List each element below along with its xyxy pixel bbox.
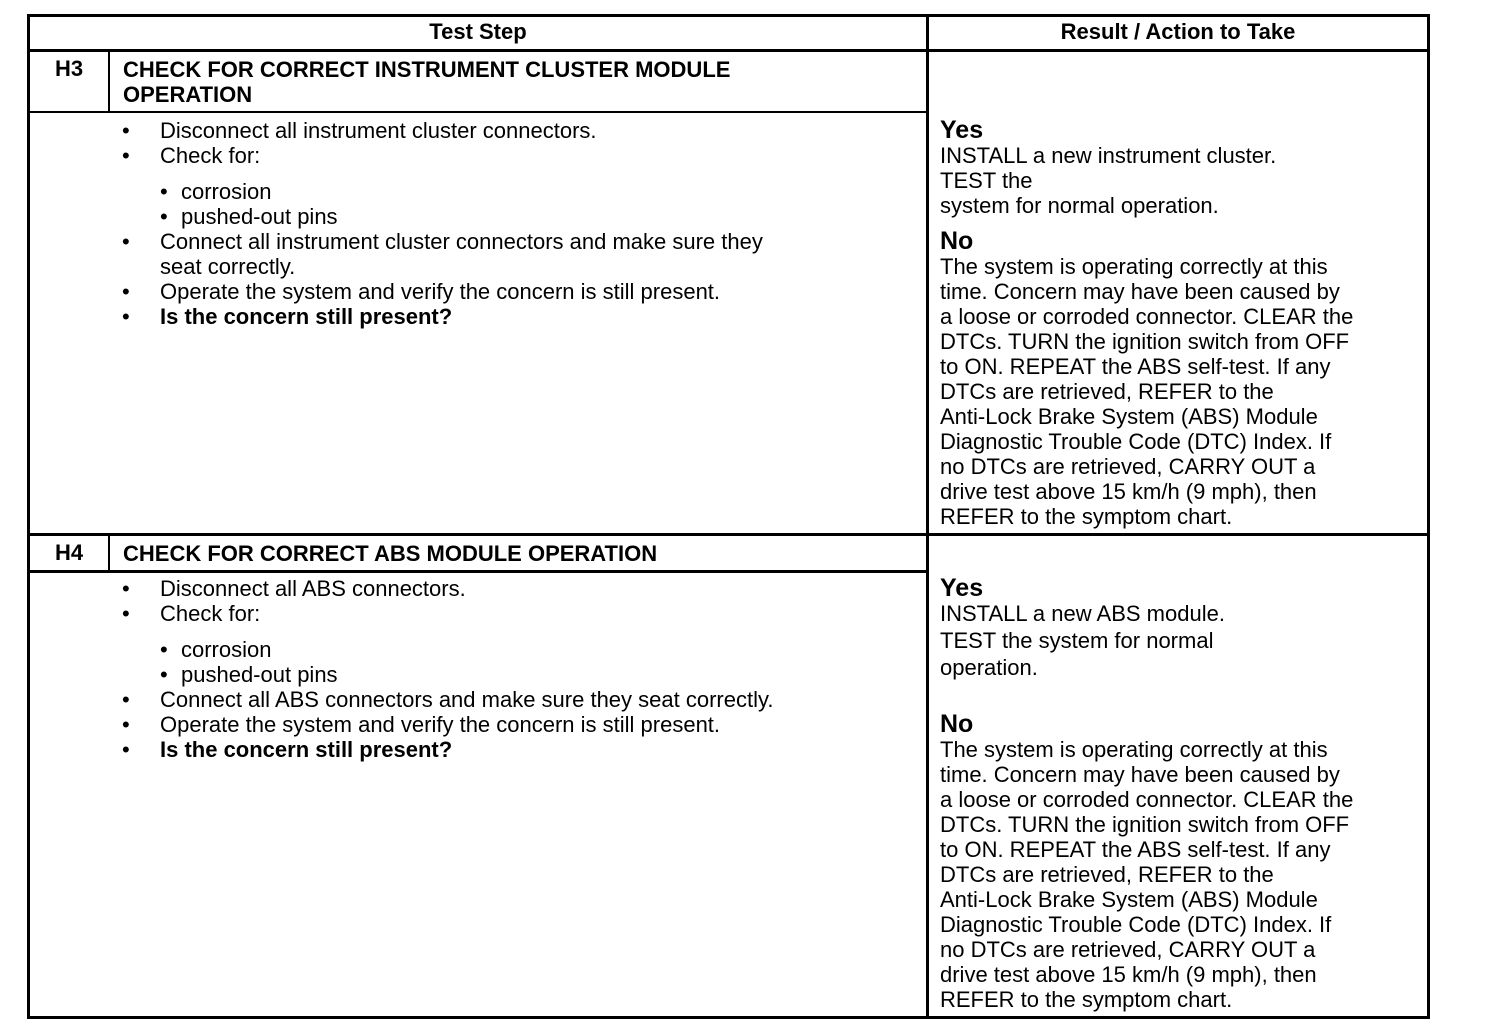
yes-label: Yes bbox=[940, 574, 984, 602]
header-row-divider bbox=[27, 49, 1430, 52]
step-question: Is the concern still present? bbox=[160, 304, 453, 329]
no-action: no DTCs are retrieved, CARRY OUT a bbox=[940, 937, 1316, 962]
header-result-action: Result / Action to Take bbox=[1060, 19, 1296, 44]
yes-action: system for normal operation. bbox=[940, 193, 1219, 218]
step-id: H4 bbox=[54, 540, 84, 565]
no-action: Diagnostic Trouble Code (DTC) Index. If bbox=[940, 429, 1332, 454]
no-action: DTCs. TURN the ignition switch from OFF bbox=[940, 329, 1350, 354]
table-border-top bbox=[27, 14, 1430, 17]
step-title: CHECK FOR CORRECT ABS MODULE OPERATION bbox=[123, 541, 658, 566]
no-action: drive test above 15 km/h (9 mph), then bbox=[940, 962, 1317, 987]
bullet: • bbox=[122, 712, 130, 737]
h3-title-divider bbox=[27, 111, 929, 113]
no-action: DTCs are retrieved, REFER to the bbox=[940, 862, 1274, 887]
no-action: to ON. REPEAT the ABS self-test. If any bbox=[940, 837, 1331, 862]
step-item: Disconnect all instrument cluster connectors. bbox=[160, 118, 597, 143]
sub-item: pushed-out pins bbox=[181, 204, 338, 229]
sub-bullet: • bbox=[160, 662, 168, 687]
bullet: • bbox=[122, 576, 130, 601]
step-title: OPERATION bbox=[123, 82, 253, 107]
sub-item: corrosion bbox=[181, 637, 272, 662]
no-action: Anti-Lock Brake System (ABS) Module bbox=[940, 887, 1318, 912]
yes-action: operation. bbox=[940, 655, 1038, 680]
no-action: no DTCs are retrieved, CARRY OUT a bbox=[940, 454, 1316, 479]
bullet: • bbox=[122, 118, 130, 143]
no-label: No bbox=[940, 710, 974, 738]
bullet: • bbox=[122, 304, 130, 329]
h4-title-divider bbox=[27, 570, 929, 573]
yes-action: INSTALL a new ABS module. bbox=[940, 601, 1225, 626]
table-border-left bbox=[27, 14, 30, 1019]
step-item: Operate the system and verify the concern is still present. bbox=[160, 279, 721, 304]
bullet: • bbox=[122, 737, 130, 762]
no-action: to ON. REPEAT the ABS self-test. If any bbox=[940, 354, 1331, 379]
step-item: Connect all instrument cluster connectors and make sure they bbox=[160, 229, 763, 254]
bullet: • bbox=[122, 229, 130, 254]
yes-action: INSTALL a new instrument cluster. bbox=[940, 143, 1277, 168]
yes-label: Yes bbox=[940, 116, 984, 144]
sub-item: corrosion bbox=[181, 179, 272, 204]
no-action: The system is operating correctly at this bbox=[940, 254, 1328, 279]
table-border-bottom bbox=[27, 1016, 1430, 1019]
step-id: H3 bbox=[54, 56, 84, 81]
step-item: Connect all ABS connectors and make sure they seat correctly. bbox=[160, 687, 774, 712]
no-label: No bbox=[940, 227, 974, 255]
no-action: a loose or corroded connector. CLEAR the bbox=[940, 787, 1354, 812]
h4-id-divider bbox=[108, 535, 110, 572]
no-action: a loose or corroded connector. CLEAR the bbox=[940, 304, 1354, 329]
no-action: Anti-Lock Brake System (ABS) Module bbox=[940, 404, 1318, 429]
step-title: CHECK FOR CORRECT INSTRUMENT CLUSTER MODULE bbox=[123, 57, 731, 82]
step-item: Operate the system and verify the concern is still present. bbox=[160, 712, 721, 737]
no-action: time. Concern may have been caused by bbox=[940, 279, 1340, 304]
yes-action: TEST the bbox=[940, 168, 1033, 193]
bullet: • bbox=[122, 279, 130, 304]
step-question: Is the concern still present? bbox=[160, 737, 453, 762]
sub-bullet: • bbox=[160, 637, 168, 662]
step-item: seat correctly. bbox=[160, 254, 296, 279]
yes-action: TEST the system for normal bbox=[940, 628, 1214, 653]
bullet: • bbox=[122, 143, 130, 168]
no-action: drive test above 15 km/h (9 mph), then bbox=[940, 479, 1317, 504]
header-test-step: Test Step bbox=[429, 19, 527, 44]
step-row-divider bbox=[27, 533, 1430, 536]
step-item: Check for: bbox=[160, 601, 261, 626]
sub-bullet: • bbox=[160, 204, 168, 229]
no-action: The system is operating correctly at this bbox=[940, 737, 1328, 762]
no-action: REFER to the symptom chart. bbox=[940, 987, 1233, 1012]
column-divider bbox=[926, 14, 929, 1019]
bullet: • bbox=[122, 687, 130, 712]
sub-bullet: • bbox=[160, 179, 168, 204]
step-item: Disconnect all ABS connectors. bbox=[160, 576, 466, 601]
sub-item: pushed-out pins bbox=[181, 662, 338, 687]
no-action: DTCs are retrieved, REFER to the bbox=[940, 379, 1274, 404]
no-action: Diagnostic Trouble Code (DTC) Index. If bbox=[940, 912, 1332, 937]
h3-id-divider bbox=[108, 51, 110, 113]
table-border-right bbox=[1427, 14, 1430, 1019]
step-item: Check for: bbox=[160, 143, 261, 168]
no-action: DTCs. TURN the ignition switch from OFF bbox=[940, 812, 1350, 837]
no-action: time. Concern may have been caused by bbox=[940, 762, 1340, 787]
no-action: REFER to the symptom chart. bbox=[940, 504, 1233, 529]
bullet: • bbox=[122, 601, 130, 626]
